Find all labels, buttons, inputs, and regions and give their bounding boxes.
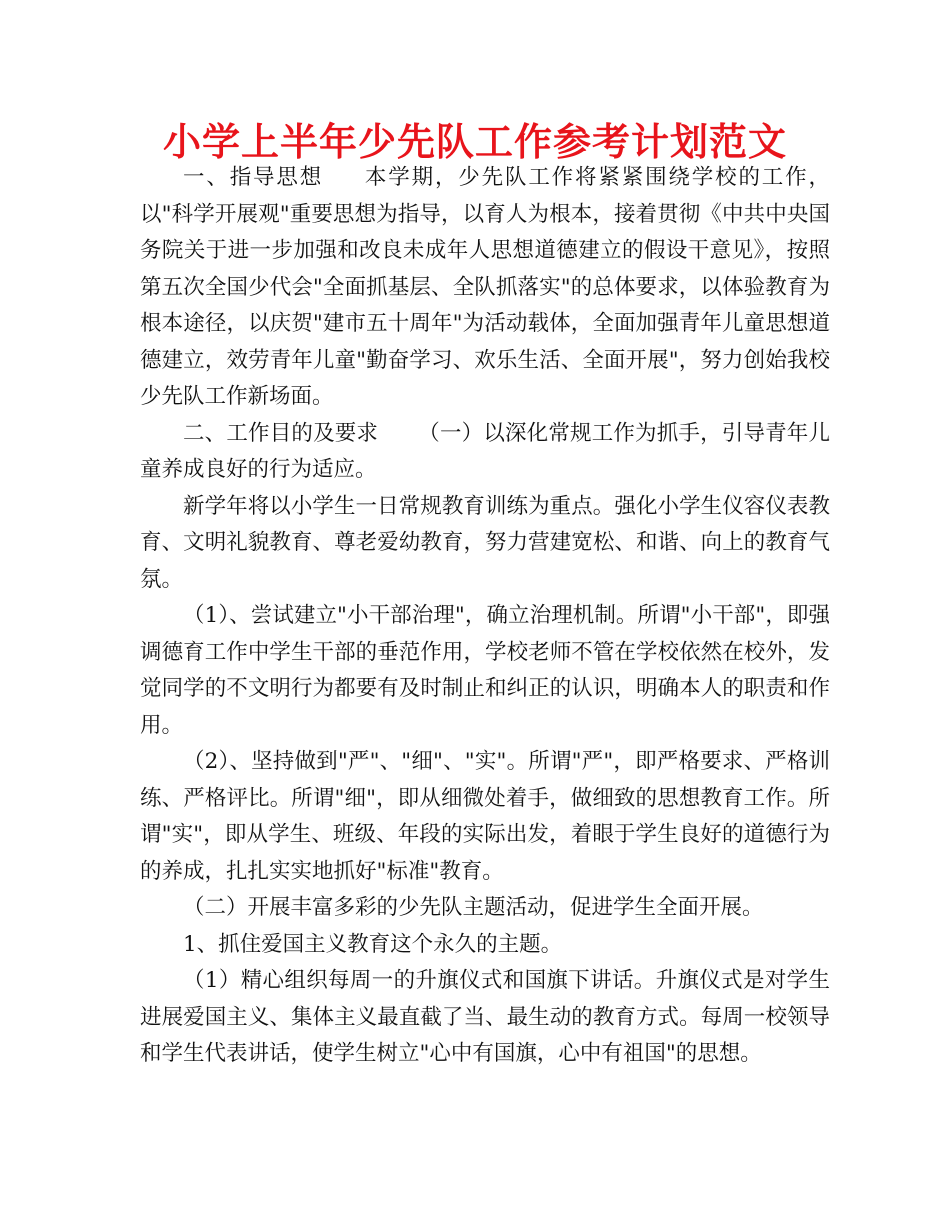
paragraph-text: （1）、尝试建立"小干部治理"，确立治理机制。所谓"小干部"，即强调德育工作中学生干部的垂范作用，学校老师不管在学校依然在校外，发觉同学的不文明行为都要有及时制止和纠正的认识，明确本人的职责和作用。 <box>140 603 830 738</box>
paragraph-patriotism <box>140 927 830 964</box>
paragraph-text: （1）精心组织每周一的升旗仪式和国旗下讲话。升旗仪式是对学生进展爱国主义、集体主义最直截了当、最生动的教育方式。每周一校领导和学生代表讲话，使学生树立"心中有国旗，心中有祖国"的思想。 <box>140 968 830 1066</box>
paragraph-flag-ceremony <box>140 963 830 1073</box>
paragraph-text: （一）以深化常规工作为抓手，引导青年儿童养成良好的行为适应。 <box>140 420 830 482</box>
paragraph-item-2 <box>140 744 830 890</box>
paragraph-item-1 <box>140 598 830 744</box>
paragraph-guiding-ideology <box>140 160 830 416</box>
document-title: 小学上半年少先队工作参考计划范文 <box>162 120 787 164</box>
paragraph-goals <box>140 416 830 489</box>
paragraph-text: 本学期，少先队工作将紧紧围绕学校的工作，以"科学开展观"重要思想为指导，以育人为根本，接着贯彻《中共中央国务院关于进一步加强和改良未成年人思想道德建立的假设干意见》，按照第五次全国少代会"全面抓基层、全队抓落实"的总体要求，以体验教育为根本途径，以庆贺"建市五十周年"为活动载体，全面加强青年儿童思想道德建立，效劳青年儿童"勤奋学习、欢乐生活、全面开展"，努力创始我校少先队工作新场面。 <box>140 165 830 409</box>
paragraph-section-2 <box>140 890 830 927</box>
paragraph-lead: 一、指导思想 <box>183 165 324 190</box>
paragraph-text: （2）、坚持做到"严"、"细"、"实"。所谓"严"，即严格要求、严格训练、严格评比。所谓"细"，即从细微处着手，做细致的思想教育工作。所谓"实"，即从学生、班级、年段的实际出发，着眼于学生良好的道德行为的养成，扎扎实实地抓好"标准"教育。 <box>140 749 830 884</box>
paragraph-lead: 二、工作目的及要求 <box>183 420 379 446</box>
paragraph-new-year-focus <box>140 489 830 599</box>
document-body <box>140 160 830 1073</box>
paragraph-text: 1、抓住爱国主义教育这个永久的主题。 <box>183 931 563 957</box>
paragraph-text: 新学年将以小学生一日常规教育训练为重点。强化小学生仪容仪表教育、文明礼貌教育、尊老爱幼教育，努力营建宽松、和谐、向上的教育气氛。 <box>140 493 830 592</box>
paragraph-text: （二）开展丰富多彩的少先队主题活动，促进学生全面开展。 <box>183 895 764 920</box>
